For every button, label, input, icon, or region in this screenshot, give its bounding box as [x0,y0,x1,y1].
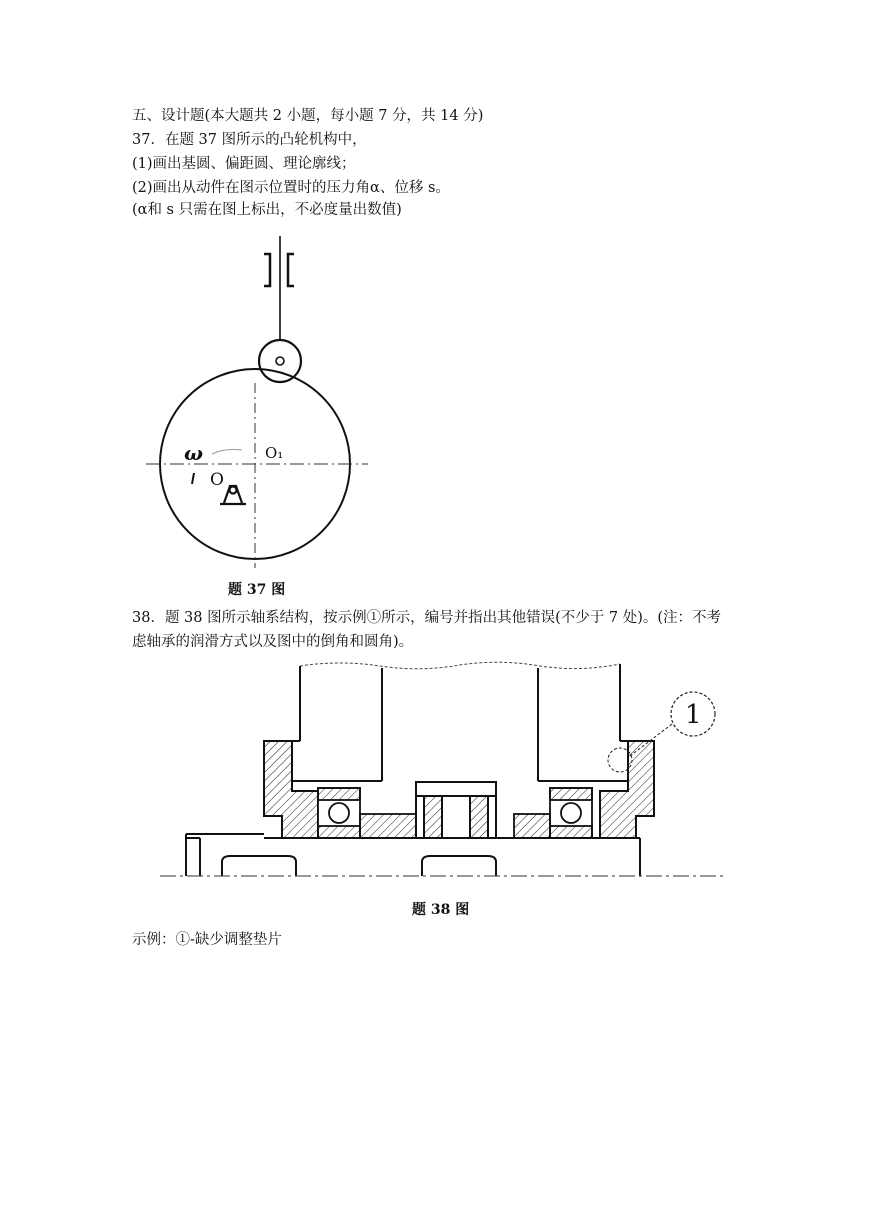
o1-label: O₁ [265,444,284,462]
q37-note: (α和 s 只需在图上标出，不必度量出数值) [132,202,402,218]
rotation-arc [212,450,242,455]
right-end-cap [600,741,654,838]
right-bearing [550,788,592,838]
callout-number: 1 [685,700,702,730]
q38-text-line-2: 虑轴承的润滑方式以及图中的倒角和圆角)。 [132,634,414,650]
figure-38-caption: 题 38 图 [412,902,470,918]
section-heading: 五、设计题(本大题共 2 小题，每小题 7 分，共 14 分) [132,108,484,124]
figure-37 [132,228,382,600]
housing-break-line [300,662,620,669]
rotation-tick [192,473,194,484]
o-label: O [210,470,224,490]
q37-item-1: (1)画出基圆、偏距圆、理论廓线； [132,156,356,172]
spacer-sleeve [360,814,416,838]
right-sleeve [514,814,550,838]
shaft [186,834,640,876]
housing [292,664,628,781]
gear-hub [416,782,496,838]
roller [259,340,301,382]
q37-title: 37．在题 37 图所示的凸轮机构中， [132,132,367,148]
roller-pin [276,357,284,365]
q38-example: 示例：①-缺少调整垫片 [132,932,282,948]
q38-text-line-1: 38．题 38 图所示轴系结构，按示例①所示，编号并指出其他错误(不少于 7 处)。(注：不考 [132,610,722,626]
figure-37-caption: 题 37 图 [228,582,286,598]
omega-label: ω [184,441,204,465]
q37-item-2: (2)画出从动件在图示位置时的压力角α、位移 s。 [132,180,450,196]
follower-guide [264,254,294,286]
figure-38 [160,656,725,922]
left-bearing [318,788,360,838]
left-end-cap [264,741,318,838]
